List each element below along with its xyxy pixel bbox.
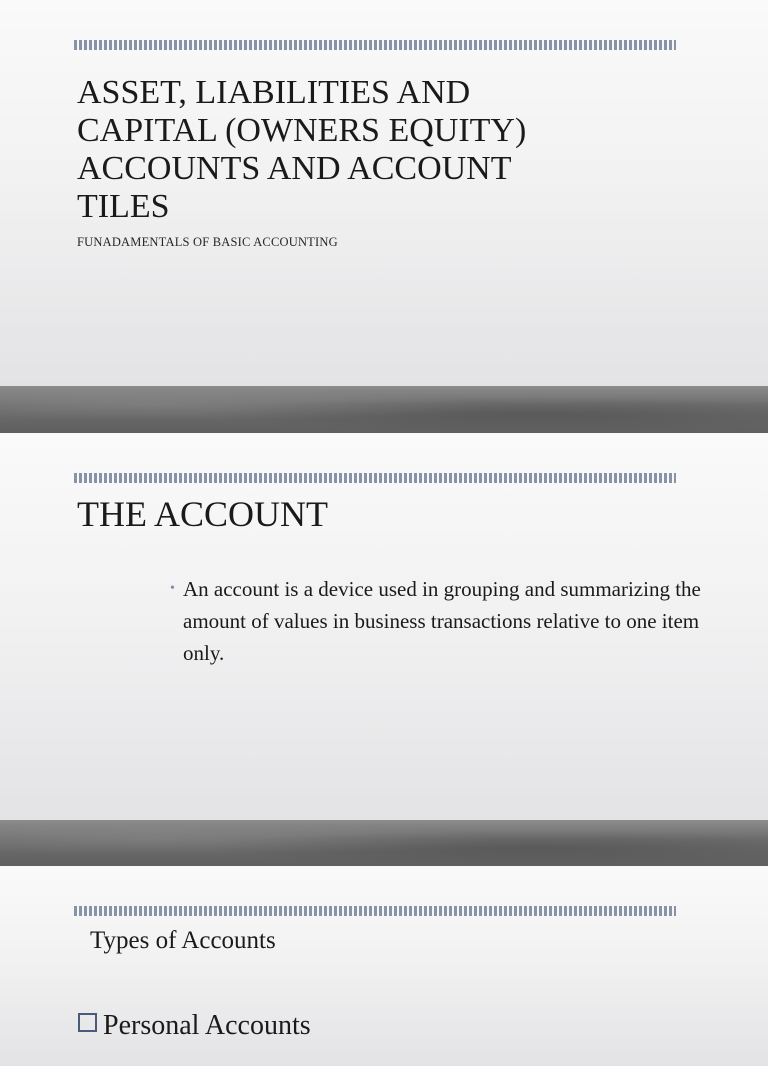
slide-subtitle: FUNADAMENTALS OF BASIC ACCOUNTING (77, 235, 338, 249)
slide-title: ASSET, LIABILITIES AND CAPITAL (OWNERS EQUITY) ACCOUNTS AND ACCOUNT TILES (77, 74, 527, 225)
bullet-text: An account is a device used in grouping and summarizing the amount of values in business transactions relative to one item only. (183, 577, 701, 665)
list-item (78, 1010, 311, 1042)
decorative-dashed-bar (74, 473, 676, 483)
checkbox-bullet-icon (78, 1013, 97, 1032)
slide-separator-floor (0, 386, 768, 433)
slide-2 (0, 433, 768, 820)
slide-title: Types of Accounts (90, 927, 276, 954)
bullet-dot-icon: • (170, 581, 175, 596)
list-item-label: Personal Accounts (103, 1010, 311, 1041)
slide-title: THE ACCOUNT (77, 494, 328, 534)
bullet-item (170, 573, 710, 669)
slide-separator-floor (0, 820, 768, 867)
decorative-dashed-bar (74, 906, 676, 916)
slide-3 (0, 866, 768, 1066)
decorative-dashed-bar (74, 40, 676, 50)
slide-1 (0, 0, 768, 386)
